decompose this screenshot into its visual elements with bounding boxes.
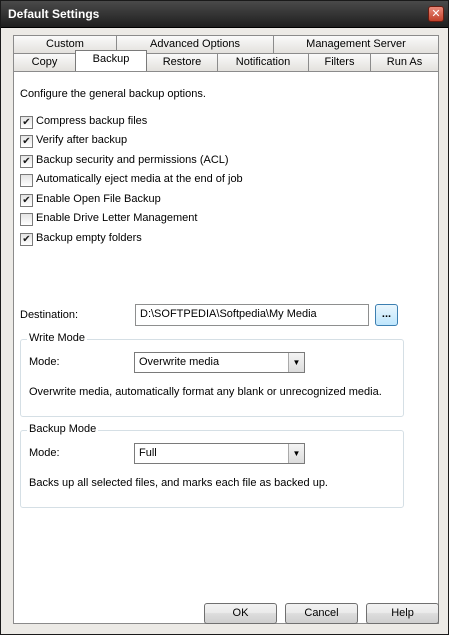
write-mode-label: Mode: (29, 356, 60, 368)
ok-button[interactable]: OK (204, 603, 277, 624)
title-bar[interactable] (1, 1, 448, 28)
write-mode-group (20, 332, 404, 417)
checkbox[interactable]: ✔ (20, 155, 33, 168)
option-label: Enable Drive Letter Management (36, 212, 198, 224)
write-mode-select[interactable] (134, 352, 305, 373)
tab-filters[interactable]: Filters (308, 53, 371, 71)
checkbox[interactable]: ✔ (20, 194, 33, 207)
tab-advanced-options[interactable]: Advanced Options (116, 35, 274, 53)
chevron-down-icon[interactable]: ▼ (288, 444, 304, 463)
option-label: Enable Open File Backup (36, 193, 161, 205)
tab-restore[interactable]: Restore (146, 53, 218, 71)
browse-button[interactable]: ... (375, 304, 398, 326)
close-icon: ✕ (431, 8, 441, 20)
chevron-down-icon[interactable]: ▼ (288, 353, 304, 372)
help-button[interactable]: Help (366, 603, 439, 624)
option-label: Compress backup files (36, 115, 148, 127)
write-mode-description: Overwrite media, automatically format any blank or unrecognized media. (29, 386, 382, 398)
tab-copy[interactable]: Copy (13, 53, 76, 71)
checkbox[interactable]: ✔ (20, 233, 33, 246)
write-mode-value: Overwrite media (139, 356, 220, 368)
option-label: Backup empty folders (36, 232, 142, 244)
dialog-client (1, 29, 448, 634)
tab-notification[interactable]: Notification (217, 53, 309, 71)
backup-mode-label: Mode: (29, 447, 60, 459)
backup-tab-panel (13, 71, 439, 624)
checkbox[interactable]: ✔ (20, 116, 33, 129)
close-button[interactable] (428, 6, 444, 22)
tab-backup[interactable]: Backup (75, 50, 147, 71)
intro-text: Configure the general backup options. (20, 88, 206, 100)
cancel-button[interactable]: Cancel (285, 603, 358, 624)
option-label: Verify after backup (36, 134, 128, 146)
tab-custom[interactable]: Custom (13, 35, 117, 53)
backup-mode-description: Backs up all selected files, and marks each file as backed up. (29, 477, 328, 489)
option-label: Automatically eject media at the end of job (36, 173, 243, 185)
tab-run-as[interactable]: Run As (370, 53, 439, 71)
tab-management-server[interactable]: Management Server (273, 35, 439, 53)
write-mode-title: Write Mode (29, 332, 86, 344)
window-title: Default Settings (8, 7, 100, 21)
backup-mode-select[interactable] (134, 443, 305, 464)
checkbox[interactable]: ✔ (20, 135, 33, 148)
destination-input[interactable]: D:\SOFTPEDIA\Softpedia\My Media (135, 304, 369, 326)
backup-mode-group (20, 423, 404, 508)
checkbox[interactable] (20, 213, 33, 226)
backup-mode-title: Backup Mode (29, 423, 97, 435)
backup-mode-value: Full (139, 447, 157, 459)
checkbox[interactable] (20, 174, 33, 187)
destination-label: Destination: (20, 309, 79, 321)
option-label: Backup security and permissions (ACL) (36, 154, 229, 166)
